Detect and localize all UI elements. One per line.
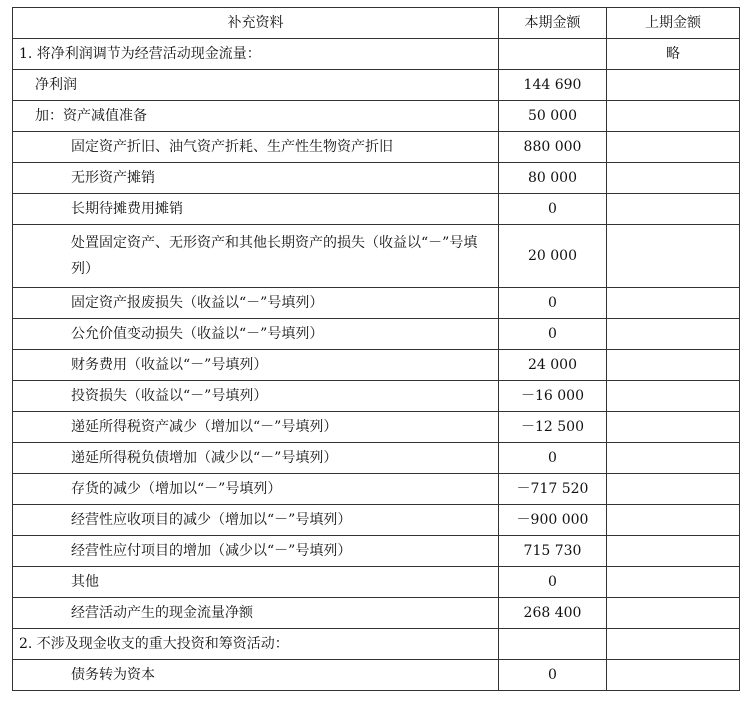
row-previous-amount (607, 505, 740, 536)
table-row (13, 319, 740, 350)
table-row (13, 39, 740, 70)
row-previous-amount (607, 101, 740, 132)
row-previous-amount: 略 (607, 39, 740, 70)
table-row (13, 132, 740, 163)
row-label: 加：资产减值准备 (13, 101, 499, 132)
row-label: 2. 不涉及现金收支的重大投资和筹资活动： (13, 629, 499, 660)
header-current-amount: 本期金额 (499, 8, 607, 39)
row-previous-amount (607, 163, 740, 194)
table-row (13, 474, 740, 505)
row-current-amount: 880 000 (499, 132, 607, 163)
table-header-row (13, 8, 740, 39)
row-previous-amount (607, 350, 740, 381)
row-current-amount: 20 000 (499, 225, 607, 288)
row-current-amount: 0 (499, 288, 607, 319)
row-previous-amount (607, 225, 740, 288)
row-label: 存货的减少（增加以“－”号填列） (13, 474, 499, 505)
row-label: 经营活动产生的现金流量净额 (13, 598, 499, 629)
row-label: 长期待摊费用摊销 (13, 194, 499, 225)
table-row (13, 629, 740, 660)
row-label: 经营性应收项目的减少（增加以“－”号填列） (13, 505, 499, 536)
row-current-amount: 0 (499, 660, 607, 691)
row-previous-amount (607, 443, 740, 474)
row-previous-amount (607, 70, 740, 101)
table-row (13, 101, 740, 132)
header-supplementary-info: 补充资料 (13, 8, 499, 39)
cash-flow-supplement-table (12, 7, 740, 691)
row-label: 财务费用（收益以“－”号填列） (13, 350, 499, 381)
table-row (13, 288, 740, 319)
row-label: 固定资产报废损失（收益以“－”号填列） (13, 288, 499, 319)
row-current-amount: －900 000 (499, 505, 607, 536)
row-previous-amount (607, 567, 740, 598)
row-current-amount: 50 000 (499, 101, 607, 132)
row-previous-amount (607, 132, 740, 163)
table-row (13, 660, 740, 691)
row-label: 其他 (13, 567, 499, 598)
row-previous-amount (607, 474, 740, 505)
row-label: 固定资产折旧、油气资产折耗、生产性生物资产折旧 (13, 132, 499, 163)
table-row (13, 443, 740, 474)
row-previous-amount (607, 660, 740, 691)
row-previous-amount (607, 598, 740, 629)
row-label: 处置固定资产、无形资产和其他长期资产的损失（收益以“－”号填列） (13, 225, 499, 288)
row-previous-amount (607, 536, 740, 567)
row-label: 净利润 (13, 70, 499, 101)
cash-flow-supplement-table-wrapper (12, 7, 740, 691)
row-label: 1. 将净利润调节为经营活动现金流量： (13, 39, 499, 70)
row-previous-amount (607, 194, 740, 225)
header-previous-amount: 上期金额 (607, 8, 740, 39)
table-row (13, 225, 740, 288)
row-current-amount: 715 730 (499, 536, 607, 567)
table-row (13, 598, 740, 629)
row-current-amount: －16 000 (499, 381, 607, 412)
row-current-amount: 144 690 (499, 70, 607, 101)
row-current-amount: 24 000 (499, 350, 607, 381)
row-current-amount: 268 400 (499, 598, 607, 629)
row-current-amount: 0 (499, 567, 607, 598)
row-current-amount: －12 500 (499, 412, 607, 443)
row-current-amount: 80 000 (499, 163, 607, 194)
table-row (13, 505, 740, 536)
row-current-amount: 0 (499, 443, 607, 474)
row-label: 经营性应付项目的增加（减少以“－”号填列） (13, 536, 499, 567)
table-row (13, 536, 740, 567)
table-row (13, 412, 740, 443)
row-label: 递延所得税负债增加（减少以“－”号填列） (13, 443, 499, 474)
table-row (13, 70, 740, 101)
table-row (13, 567, 740, 598)
row-current-amount: －717 520 (499, 474, 607, 505)
row-previous-amount (607, 319, 740, 350)
row-current-amount (499, 629, 607, 660)
row-label: 无形资产摊销 (13, 163, 499, 194)
table-row (13, 163, 740, 194)
row-current-amount (499, 39, 607, 70)
row-label: 公允价值变动损失（收益以“－”号填列） (13, 319, 499, 350)
row-label: 债务转为资本 (13, 660, 499, 691)
row-previous-amount (607, 381, 740, 412)
row-previous-amount (607, 629, 740, 660)
table-row (13, 350, 740, 381)
row-label: 递延所得税资产减少（增加以“－”号填列） (13, 412, 499, 443)
row-label: 投资损失（收益以“－”号填列） (13, 381, 499, 412)
row-current-amount: 0 (499, 194, 607, 225)
row-previous-amount (607, 288, 740, 319)
row-current-amount: 0 (499, 319, 607, 350)
table-row (13, 194, 740, 225)
table-row (13, 381, 740, 412)
row-previous-amount (607, 412, 740, 443)
